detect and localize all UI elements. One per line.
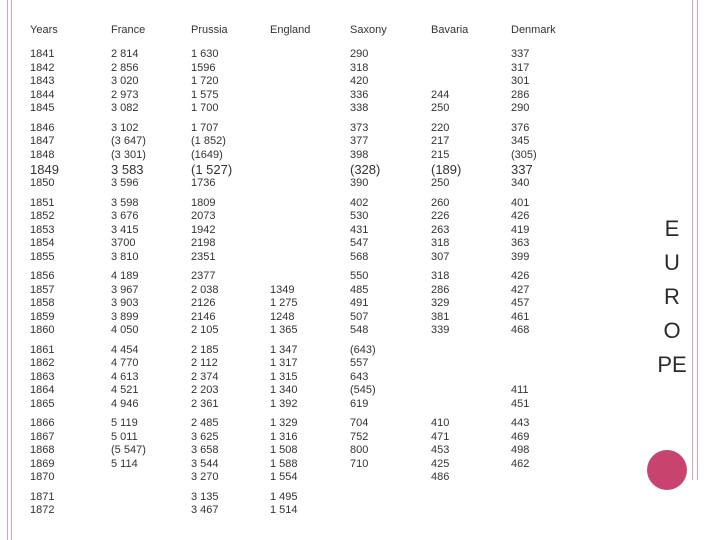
table-cell: 2 361 (191, 397, 219, 410)
table-cell: 1942 (191, 223, 216, 236)
table-row (30, 504, 610, 518)
table-row (30, 458, 610, 472)
table-cell: 2351 (191, 250, 216, 263)
table-cell: 752 (350, 430, 369, 443)
table-cell: 498 (511, 444, 530, 456)
table-cell: (189) (431, 162, 462, 177)
table-cell: 286 (431, 283, 450, 296)
table-cell: 1 700 (191, 102, 219, 114)
table-cell: 1 392 (270, 397, 298, 410)
table-cell: 3 270 (191, 471, 219, 483)
table-row (30, 284, 610, 298)
slide-title-letter: R (664, 284, 680, 309)
table-cell: 5 011 (111, 430, 138, 443)
table-cell: 1867 (30, 430, 55, 443)
table-cell: 557 (350, 357, 369, 369)
table-cell: 1847 (30, 135, 55, 147)
table-cell: 1852 (30, 210, 55, 222)
table-row (30, 89, 610, 103)
table-cell: (1649) (191, 148, 223, 161)
table-cell: 426 (511, 210, 530, 222)
table-cell: 800 (350, 444, 369, 456)
table-row (30, 471, 610, 485)
column-header: Years (30, 24, 58, 36)
table-cell: 1 316 (270, 430, 298, 443)
table-cell: 5 114 (111, 457, 138, 470)
table-cell: 1 275 (270, 297, 298, 309)
table-cell: 550 (350, 270, 369, 282)
table-cell: 318 (431, 237, 450, 249)
table-cell: 3 082 (111, 102, 139, 114)
table-cell: 1868 (30, 444, 55, 456)
table-cell: 486 (431, 471, 450, 483)
table-cell: 619 (350, 397, 369, 410)
table-cell: 1865 (30, 397, 55, 410)
table-cell: 2 038 (191, 283, 219, 296)
column-header: Denmark (511, 24, 556, 36)
table-cell: 215 (431, 148, 450, 161)
table-cell: 1866 (30, 417, 55, 429)
table-cell: 329 (431, 297, 450, 309)
table-cell: 1349 (270, 283, 295, 296)
table-row (30, 431, 610, 445)
column-header: Prussia (191, 24, 228, 36)
table-cell: 3 020 (111, 75, 139, 87)
data-table (30, 24, 610, 518)
table-cell: 491 (350, 297, 369, 309)
table-cell: 1843 (30, 75, 55, 87)
table-cell: (1 527) (191, 162, 233, 177)
table-cell: (643) (350, 343, 376, 356)
table-cell: 4 770 (111, 357, 139, 369)
table-cell: 462 (511, 457, 530, 470)
table-cell: 1859 (30, 310, 55, 323)
table-cell: 217 (431, 135, 450, 147)
table-cell: 548 (350, 324, 369, 336)
table-cell: 3 676 (111, 210, 139, 222)
table-cell: 390 (350, 177, 369, 189)
table-cell: 1 495 (270, 490, 298, 503)
table-cell: 3700 (111, 237, 136, 249)
table-cell: 2 973 (111, 88, 139, 101)
slide-title-vertical (652, 212, 692, 382)
table-cell: 3 903 (111, 297, 139, 309)
table-cell: 704 (350, 417, 369, 429)
table-cell: 643 (350, 370, 369, 383)
table-cell: 1 588 (270, 457, 298, 470)
table-cell: 426 (511, 270, 530, 282)
table-cell: 1596 (191, 61, 216, 74)
table-cell: 1860 (30, 324, 55, 336)
table-cell: (1 852) (191, 135, 226, 147)
table-row (30, 135, 610, 149)
table-cell: 4 189 (111, 270, 139, 282)
table-cell: 427 (511, 283, 530, 296)
table-cell: 410 (431, 417, 450, 429)
table-row (30, 102, 610, 116)
column-header: England (270, 24, 311, 36)
table-cell: 443 (511, 417, 530, 429)
table-cell: 1862 (30, 357, 55, 369)
slide-title-letter: U (664, 250, 680, 275)
table-cell: 337 (511, 48, 530, 60)
row-group (30, 491, 610, 518)
right-border-line-outer (697, 0, 698, 480)
table-cell: 453 (431, 444, 450, 456)
table-cell: 2126 (191, 297, 216, 309)
table-cell: 1872 (30, 504, 55, 516)
table-cell: 461 (511, 310, 530, 323)
table-cell: 530 (350, 210, 369, 222)
table-row (30, 491, 610, 505)
table-row (30, 417, 610, 431)
table-row (30, 270, 610, 284)
table-cell: 399 (511, 250, 530, 263)
table-cell: 1870 (30, 471, 55, 483)
table-row (30, 357, 610, 371)
table-cell: 250 (431, 177, 450, 189)
table-cell: 5 119 (111, 417, 138, 429)
table-row (30, 311, 610, 325)
table-cell: 2377 (191, 270, 216, 282)
table-cell: 337 (511, 162, 533, 177)
table-cell: 419 (511, 223, 530, 236)
table-cell: 3 102 (111, 121, 139, 134)
table-row (30, 297, 610, 311)
table-cell: 710 (350, 457, 369, 470)
left-border-line-outer (7, 0, 8, 540)
table-cell: 402 (350, 196, 369, 209)
table-cell: 4 946 (111, 397, 139, 410)
table-cell: 1 340 (270, 384, 298, 396)
table-cell: 1858 (30, 297, 55, 309)
table-row (30, 344, 610, 358)
table-cell: 1 365 (270, 324, 298, 336)
slide-title-letter: O (663, 318, 681, 343)
table-cell: 2 374 (191, 370, 219, 383)
table-cell: 290 (350, 48, 369, 60)
table-cell: 3 544 (191, 457, 219, 470)
table-cell: 507 (350, 310, 369, 323)
row-group (30, 417, 610, 485)
table-row (30, 162, 610, 177)
table-cell: 411 (511, 384, 529, 396)
table-cell: 1 508 (270, 444, 298, 456)
table-cell: 345 (511, 135, 530, 147)
row-group (30, 344, 610, 412)
table-cell: 1 514 (270, 504, 298, 516)
table-cell: 1248 (270, 310, 295, 323)
table-cell: 1 575 (191, 88, 219, 101)
table-row (30, 324, 610, 338)
table-cell: 338 (350, 102, 369, 114)
table-cell: 250 (431, 102, 450, 114)
table-cell: 2 485 (191, 417, 219, 429)
table-cell: (3 301) (111, 148, 146, 161)
table-cell: 1844 (30, 88, 55, 101)
table-cell: 3 625 (191, 430, 219, 443)
table-cell: 547 (350, 237, 369, 249)
decorative-circle (647, 450, 687, 490)
table-cell: 1 317 (270, 357, 298, 369)
table-cell: 377 (350, 135, 369, 147)
table-cell: 468 (511, 324, 530, 336)
table-row (30, 237, 610, 251)
table-cell: 398 (350, 148, 369, 161)
table-cell: 286 (511, 88, 530, 101)
table-row (30, 122, 610, 136)
table-cell: 307 (431, 250, 450, 263)
table-cell: 1846 (30, 121, 55, 134)
table-cell: 260 (431, 196, 450, 209)
table-cell: 1857 (30, 283, 55, 296)
table-cell: 401 (511, 196, 530, 209)
row-group (30, 270, 610, 338)
table-cell: 1863 (30, 370, 55, 383)
table-cell: 336 (350, 88, 369, 101)
table-cell: 4 521 (111, 384, 139, 396)
table-cell: 4 613 (111, 370, 139, 383)
table-cell: 3 598 (111, 196, 139, 209)
table-cell: 3 467 (191, 504, 219, 516)
table-row (30, 62, 610, 76)
table-cell: 4 454 (111, 343, 139, 356)
table-cell: 263 (431, 223, 450, 236)
table-cell: 1850 (30, 177, 55, 189)
table-cell: 3 135 (191, 490, 219, 503)
row-group (30, 122, 610, 191)
table-cell: 1 630 (191, 48, 219, 60)
table-cell: 420 (350, 75, 369, 87)
table-cell: 290 (511, 102, 530, 114)
table-cell: 301 (511, 75, 530, 87)
table-cell: 2073 (191, 210, 216, 222)
right-border-line-inner (692, 0, 693, 480)
column-header: Saxony (350, 24, 387, 36)
table-cell: 451 (511, 397, 530, 410)
row-group (30, 48, 610, 116)
table-cell: 376 (511, 121, 530, 134)
table-cell: 340 (511, 177, 530, 189)
table-cell: 1871 (30, 490, 55, 503)
table-header-row (30, 24, 610, 42)
table-cell: 2 105 (191, 324, 219, 336)
table-cell: 568 (350, 250, 369, 263)
table-cell: 1848 (30, 148, 55, 161)
table-cell: 1861 (30, 343, 55, 356)
table-row (30, 75, 610, 89)
table-cell: 318 (350, 61, 369, 74)
table-cell: 425 (431, 457, 450, 470)
table-cell: 363 (511, 237, 530, 249)
left-border-line-inner (11, 0, 12, 540)
table-cell: 317 (511, 61, 530, 74)
table-cell: 1853 (30, 223, 55, 236)
table-row (30, 177, 610, 191)
table-cell: 1856 (30, 270, 55, 282)
table-cell: 1845 (30, 102, 55, 114)
table-cell: (545) (350, 384, 376, 396)
slide-title-letter: PE (657, 352, 687, 377)
table-row (30, 197, 610, 211)
table-cell: 381 (431, 310, 450, 323)
table-cell: 2 856 (111, 61, 139, 74)
table-cell: 220 (431, 121, 450, 134)
table-cell: 471 (431, 430, 450, 443)
slide-title-letter: E (664, 216, 680, 241)
table-row (30, 398, 610, 412)
table-cell: 1864 (30, 384, 55, 396)
table-cell: (328) (350, 162, 381, 177)
table-cell: 1 315 (270, 370, 298, 383)
table-cell: 244 (431, 88, 450, 101)
table-cell: 2146 (191, 310, 216, 323)
table-cell: 4 050 (111, 324, 139, 336)
table-row (30, 371, 610, 385)
table-cell: 3 415 (111, 223, 139, 236)
table-row (30, 251, 610, 265)
table-cell: 3 899 (111, 310, 139, 323)
table-cell: 485 (350, 283, 369, 296)
table-cell: 2 185 (191, 343, 219, 356)
table-cell: 3 967 (111, 283, 139, 296)
table-cell: 1 554 (270, 471, 298, 483)
table-cell: (3 647) (111, 135, 146, 147)
table-cell: 1 707 (191, 121, 219, 134)
table-row (30, 149, 610, 163)
table-cell: 3 658 (191, 444, 219, 456)
table-cell: 318 (431, 270, 450, 282)
table-cell: 469 (511, 430, 530, 443)
table-cell: (305) (511, 148, 537, 161)
table-cell: 2198 (191, 237, 216, 249)
table-cell: 1849 (30, 162, 59, 177)
table-cell: (5 547) (111, 444, 146, 456)
table-row (30, 384, 610, 398)
column-header: France (111, 24, 146, 36)
table-cell: 2 814 (111, 48, 139, 60)
table-cell: 1851 (30, 196, 55, 209)
column-header: Bavaria (431, 24, 469, 36)
table-cell: 2 203 (191, 384, 219, 396)
table-cell: 1841 (30, 48, 55, 60)
table-cell: 1736 (191, 177, 216, 189)
table-row (30, 210, 610, 224)
table-cell: 373 (350, 121, 369, 134)
table-cell: 431 (350, 223, 369, 236)
table-cell: 1 720 (191, 75, 219, 87)
table-cell: 3 596 (111, 177, 139, 189)
table-cell: 1855 (30, 250, 55, 263)
table-cell: 457 (511, 297, 530, 309)
table-cell: 226 (431, 210, 450, 222)
table-cell: 2 112 (191, 357, 218, 369)
table-cell: 1842 (30, 61, 55, 74)
table-cell: 1 347 (270, 343, 298, 356)
table-row (30, 444, 610, 458)
table-row (30, 224, 610, 238)
table-cell: 339 (431, 324, 450, 336)
row-group (30, 197, 610, 265)
table-cell: 3 583 (111, 162, 144, 177)
table-cell: 1869 (30, 457, 55, 470)
table-cell: 3 810 (111, 250, 139, 263)
table-body (30, 48, 610, 518)
table-cell: 1854 (30, 237, 55, 249)
table-cell: 1 329 (270, 417, 298, 429)
table-cell: 1809 (191, 196, 216, 209)
table-row (30, 48, 610, 62)
